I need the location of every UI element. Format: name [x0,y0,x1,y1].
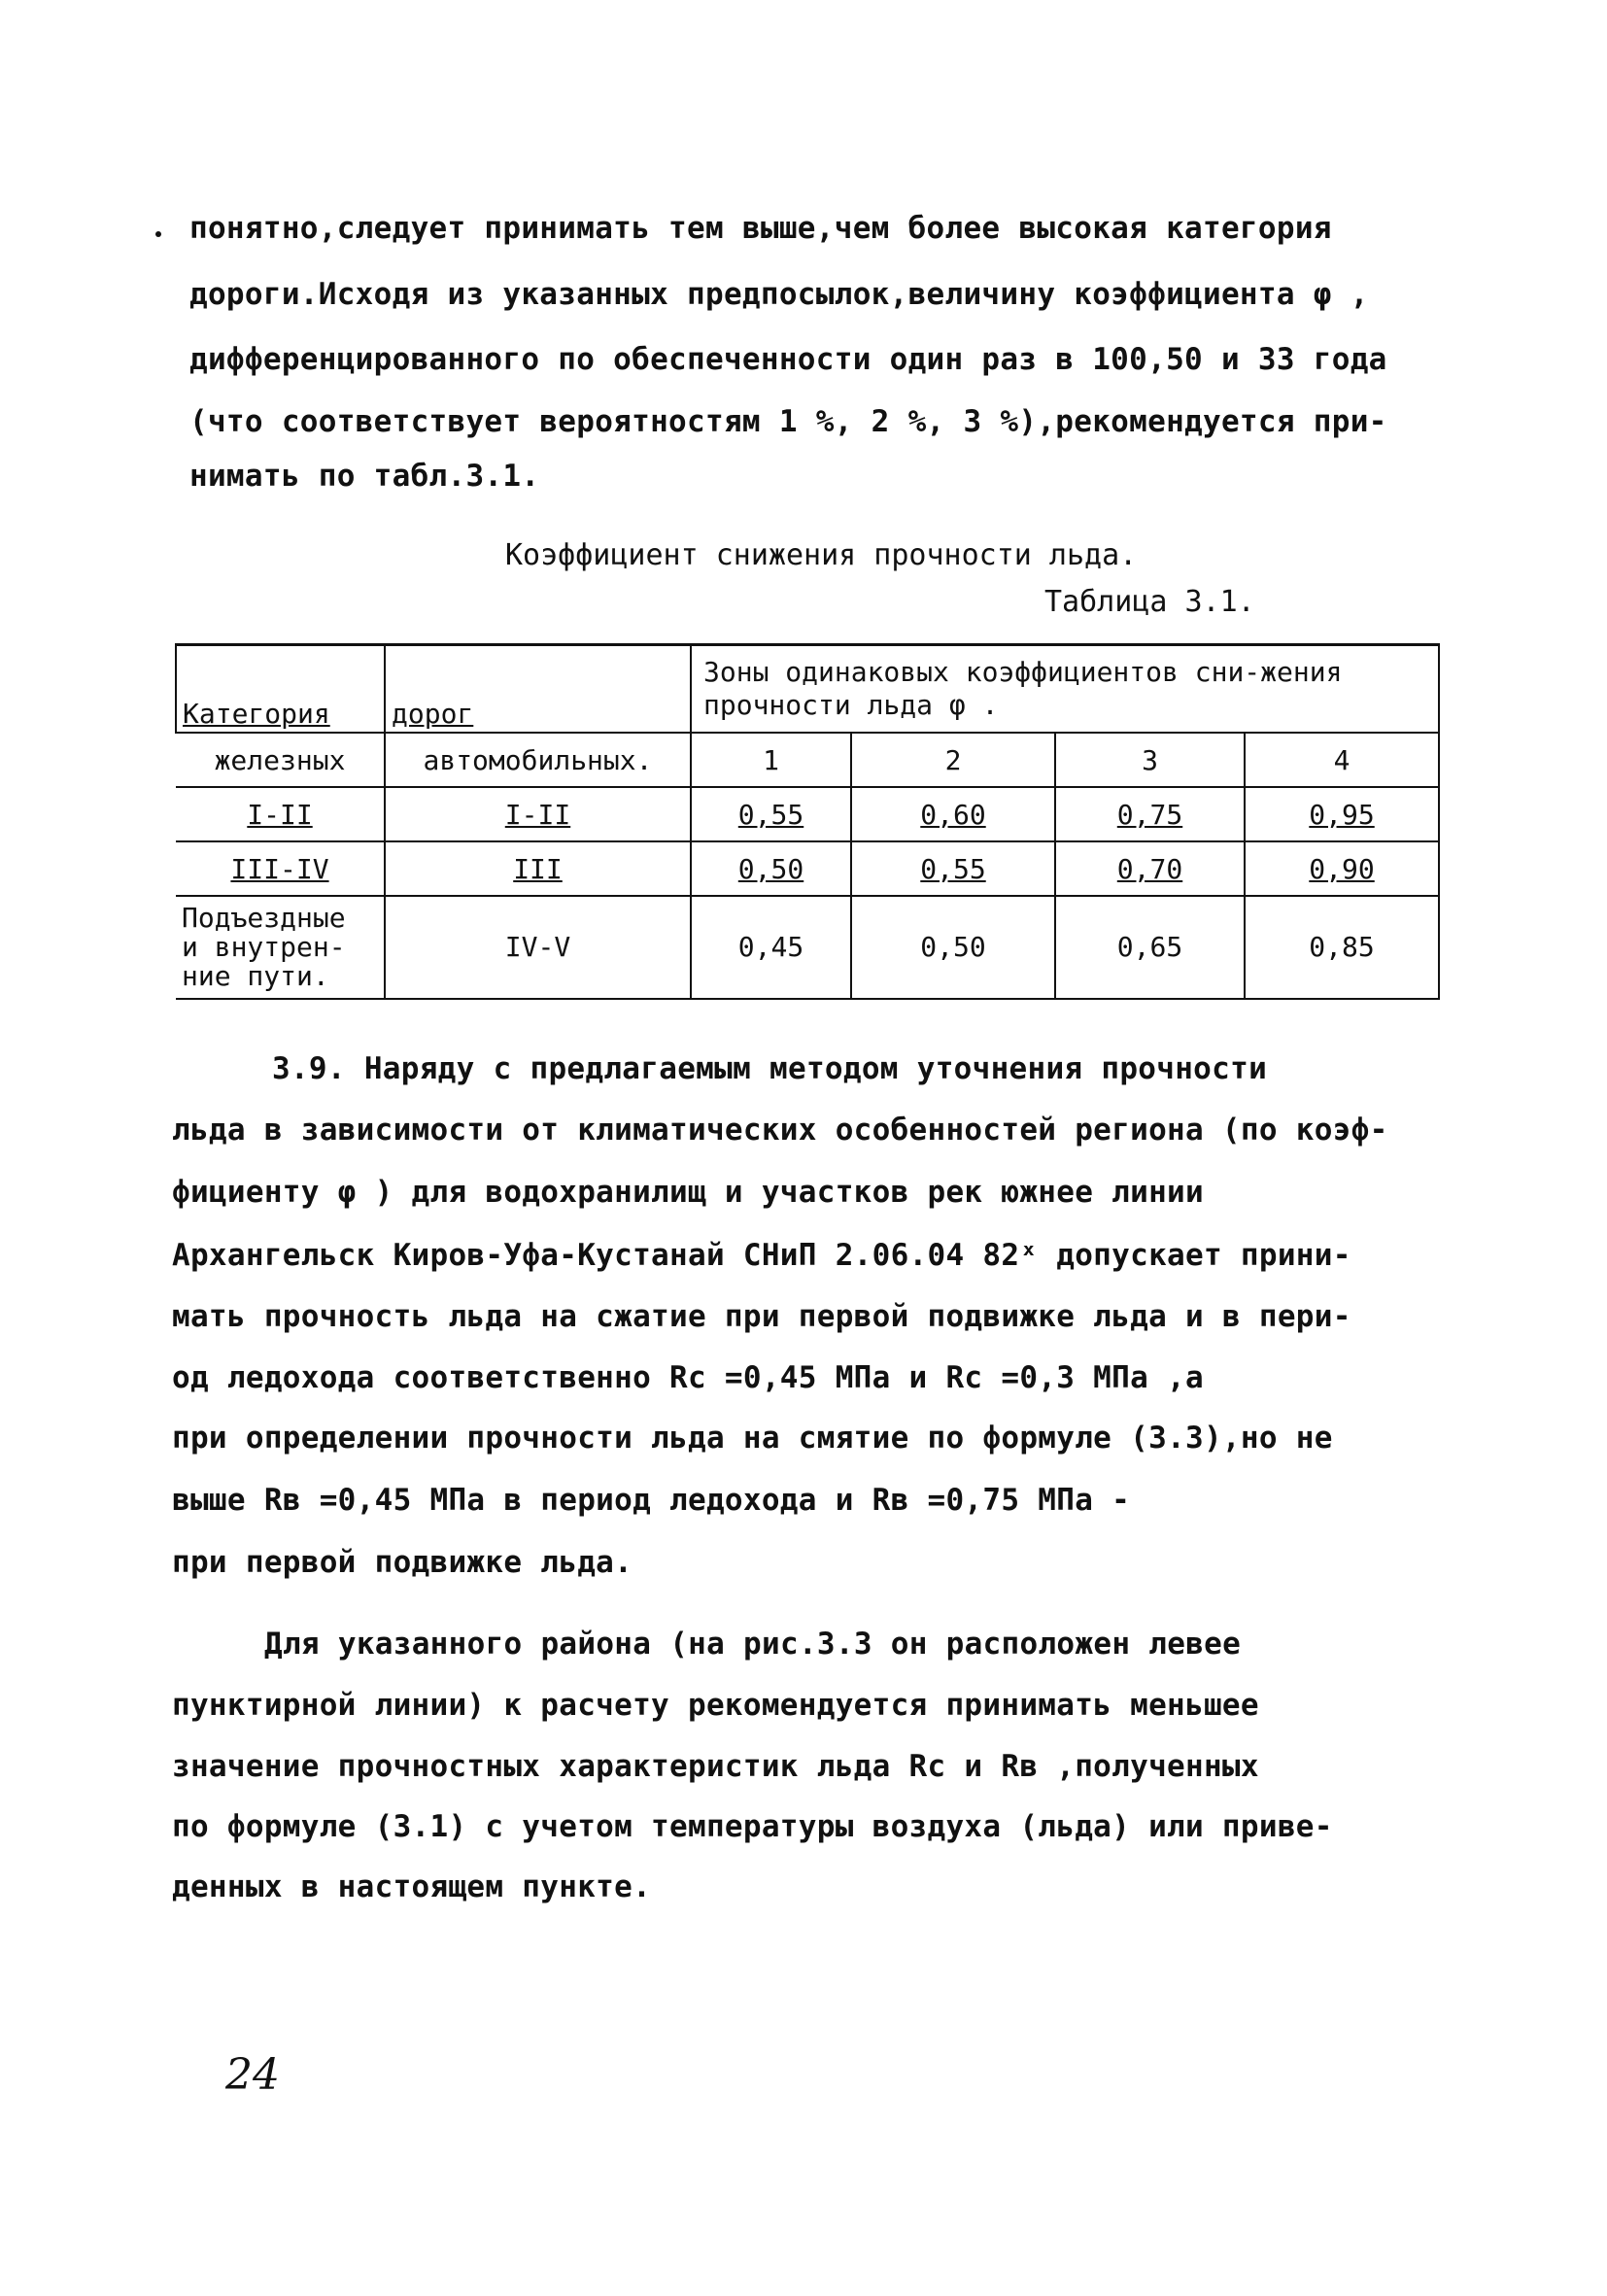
header-railways-cell: железных [176,733,385,787]
table-caption: Коэффициент снижения прочности льда. [505,538,1138,572]
row-value-cell: 0,60 [851,787,1055,841]
row-rail-cell: Подъездные и внутрен-ние пути. [176,896,385,999]
row-value-cell: 0,65 [1055,896,1245,999]
para2-line-7: при определении прочности льда на смятие по формуле (3.3),но не [172,1421,1333,1456]
para2-line-2: льда в зависимости от климатических особенностей региона (по коэф- [172,1113,1388,1148]
row-value-cell: 0,55 [691,787,851,841]
zone-number-1: 1 [691,733,851,787]
table-header-row [176,645,1439,734]
para3-line-5: денных в настоящем пункте. [172,1869,652,1904]
row-value-cell: 0,50 [851,896,1055,999]
para3-line-4: по формуле (3.1) с учетом температуры воздуха (льда) или приве- [172,1809,1333,1844]
margin-mark [155,231,161,237]
header-auto-cell: автомобильных. [385,733,691,787]
row-auto-cell: I-II [385,787,691,841]
table-row [176,787,1439,841]
row-auto-cell: IV-V [385,896,691,999]
para3-line-1: Для указанного района (на рис.3.3 он расположен левее [264,1627,1242,1662]
row-value-cell: 0,90 [1245,841,1439,896]
row-rail-cell: I-II [176,787,385,841]
para2-line-5: мать прочность льда на сжатие при первой подвижке льда и в пери- [172,1299,1351,1334]
ice-strength-table [175,643,1440,1000]
para1-line-2: дороги.Исходя из указанных предпосылок,величину коэффициента φ , [189,277,1369,312]
para1-line-3: дифференцированного по обеспеченности один раз в 100,50 и 33 года [189,342,1387,377]
para3-line-3: значение прочностных характеристик льда Rс и Rв ,полученных [172,1749,1259,1784]
header-roads-cell: дорог [385,645,691,734]
row-rail-cell: III-IV [176,841,385,896]
table-row [176,841,1439,896]
row-value-cell: 0,70 [1055,841,1245,896]
para2-line-8: выше Rв =0,45 МПа в период ледохода и Rв =0,75 МПа - [172,1483,1131,1518]
zone-number-3: 3 [1055,733,1245,787]
row-value-cell: 0,95 [1245,787,1439,841]
para1-line-1: понятно,следует принимать тем выше,чем более высокая категория [189,211,1332,246]
header-category-cell: Категория [176,645,385,734]
para2-line-6: од ледохода соответственно Rс =0,45 МПа и Rс =0,3 МПа ,а [172,1360,1204,1395]
table-row [176,896,1439,999]
para1-line-5: нимать по табл.3.1. [189,459,540,494]
para1-line-4: (что соответствует вероятностям 1 %, 2 %, 3 %),рекомендуется при- [189,404,1387,439]
header-zones-cell: Зоны одинаковых коэффициентов сни-жения прочности льда φ . [691,645,1439,734]
row-value-cell: 0,50 [691,841,851,896]
row-auto-cell: III [385,841,691,896]
para2-line-3: фициенту φ ) для водохранилищ и участков рек южнее линии [172,1175,1204,1210]
zone-number-4: 4 [1245,733,1439,787]
table-subheader-row [176,733,1439,787]
row-value-cell: 0,55 [851,841,1055,896]
row-value-cell: 0,75 [1055,787,1245,841]
para2-line-1: 3.9. Наряду с предлагаемым методом уточнения прочности [272,1051,1268,1086]
row-value-cell: 0,85 [1245,896,1439,999]
row-value-cell: 0,45 [691,896,851,999]
para3-line-2: пунктирной линии) к расчету рекомендуется принимать меньшее [172,1688,1259,1723]
para2-line-4: Архангельск Киров-Уфа-Кустанай СНиП 2.06.04 82ˣ допускает прини- [172,1238,1351,1273]
para2-line-9: при первой подвижке льда. [172,1545,633,1580]
zone-number-2: 2 [851,733,1055,787]
page-number: 24 [225,2050,280,2100]
table-number: Таблица 3.1. [1044,585,1255,619]
